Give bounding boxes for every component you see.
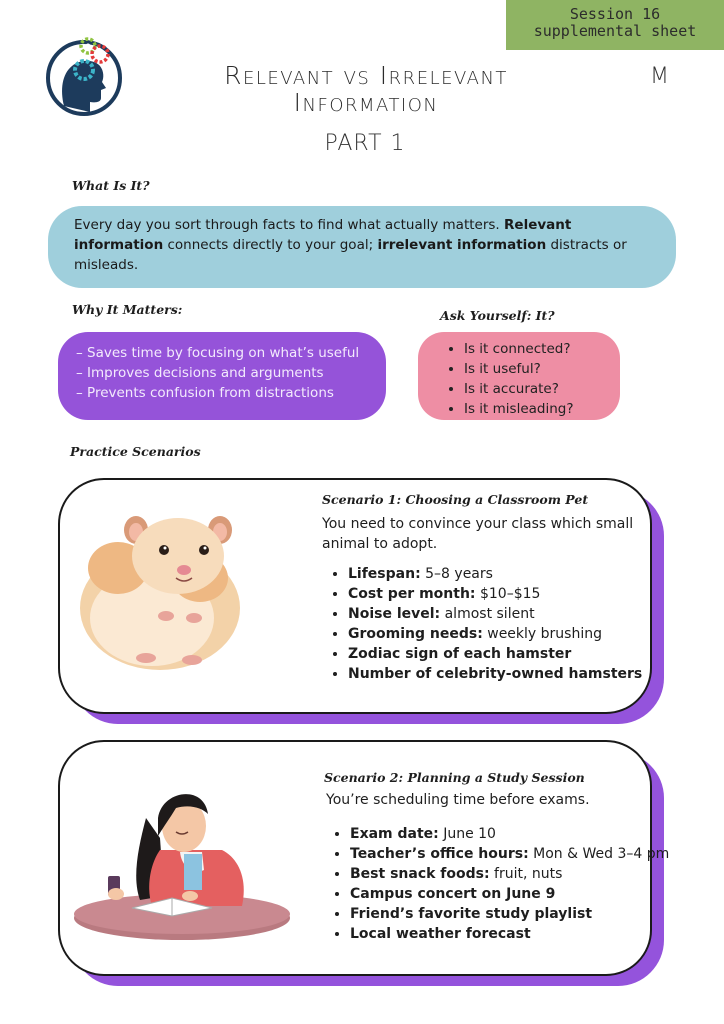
item-bold: Cost per month: <box>348 586 476 602</box>
practice-scenarios-label: Practice Scenarios <box>70 444 201 459</box>
scenario-2-item <box>350 924 669 944</box>
ask-item: • Is it connected? <box>464 339 620 359</box>
item-bold: Friend’s favorite study playlist <box>350 906 593 922</box>
item-bold: Grooming needs: <box>348 626 483 642</box>
ask-yourself-box <box>418 332 620 420</box>
item-bold: Local weather forecast <box>350 926 531 942</box>
ask-yourself-list <box>444 339 620 419</box>
title-line-2: Information <box>293 88 439 117</box>
item-bold: Teacher’s office hours: <box>350 846 529 862</box>
scenario-1-item <box>348 644 642 664</box>
scenario-2-item <box>350 904 669 924</box>
what-text-3: distracts or misleads. <box>74 237 627 273</box>
scenario-1-list <box>324 564 642 684</box>
item-text: June 10 <box>438 826 496 842</box>
scenario-2-card <box>58 740 670 976</box>
scenario-2-list <box>326 824 669 944</box>
item-text: almost silent <box>440 606 535 622</box>
session-type: supplemental sheet <box>533 22 697 40</box>
item-bold: Campus concert on June 9 <box>350 886 556 902</box>
scenario-1-item <box>348 624 642 644</box>
what-is-it-label: What Is It? <box>72 178 150 193</box>
item-bold: Noise level: <box>348 606 441 622</box>
scenario-2-title: Scenario 2: Planning a Study Session <box>324 770 585 785</box>
item-text: $10–$15 <box>475 586 541 602</box>
scenario-2-item <box>350 884 669 904</box>
scenario-1-item <box>348 564 642 584</box>
item-bold: Number of celebrity-owned hamsters <box>348 666 643 682</box>
scenario-2-item <box>350 824 669 844</box>
item-text: 5–8 years <box>420 566 493 582</box>
scenario-1-item <box>348 664 642 684</box>
hamster-illustration <box>70 498 250 680</box>
what-text-2: connects directly to your goal; <box>163 237 378 253</box>
item-bold: Lifespan: <box>348 566 421 582</box>
item-bold: Exam date: <box>350 826 439 842</box>
part-label: PART 1 <box>324 131 406 156</box>
scenario-2-item <box>350 844 669 864</box>
why-item: – Prevents confusion from distractions <box>76 385 334 401</box>
ask-item: • Is it accurate? <box>464 379 620 399</box>
item-text: weekly brushing <box>482 626 602 642</box>
student-studying-illustration <box>72 778 292 950</box>
why-item: – Saves time by focusing on what’s useful <box>76 345 360 361</box>
item-text: fruit, nuts <box>489 866 563 882</box>
ask-item: • Is it misleading? <box>464 399 620 419</box>
ask-item: • Is it useful? <box>464 359 620 379</box>
what-is-it-box <box>48 206 676 288</box>
scenario-1-title: Scenario 1: Choosing a Classroom Pet <box>322 492 589 507</box>
scenario-1-intro-line-2: animal to adopt. <box>322 536 438 552</box>
ask-yourself-label: Ask Yourself: It? <box>440 308 555 323</box>
scenario-1-item <box>348 604 642 624</box>
what-bold-1: Relevant information <box>74 217 572 253</box>
session-badge <box>506 0 724 50</box>
item-text: Mon & Wed 3–4 pm <box>528 846 670 862</box>
why-it-matters-label: Why It Matters: <box>72 302 183 317</box>
scenario-1-intro <box>322 514 652 554</box>
scenario-1-item <box>348 584 642 604</box>
why-it-matters-box <box>58 332 386 420</box>
brain-gears-logo-icon <box>44 28 128 120</box>
title-line-1: Relevant vs Irrelevant <box>224 61 508 90</box>
scenario-1-card <box>58 478 652 714</box>
scenario-2-item <box>350 864 669 884</box>
session-number: Session 16 <box>569 5 661 23</box>
header-letter: M <box>650 64 669 89</box>
item-bold: Zodiac sign of each hamster <box>348 646 572 662</box>
why-item: – Improves decisions and arguments <box>76 365 324 381</box>
scenario-1-intro-line-1: You need to convince your class which small <box>322 516 634 532</box>
what-text-1: Every day you sort through facts to find what actually matters. <box>74 217 505 233</box>
what-bold-2: irrelevant information <box>377 237 547 253</box>
item-bold: Best snack foods: <box>350 866 490 882</box>
page-title <box>170 62 562 116</box>
scenario-2-intro: You’re scheduling time before exams. <box>326 792 590 808</box>
